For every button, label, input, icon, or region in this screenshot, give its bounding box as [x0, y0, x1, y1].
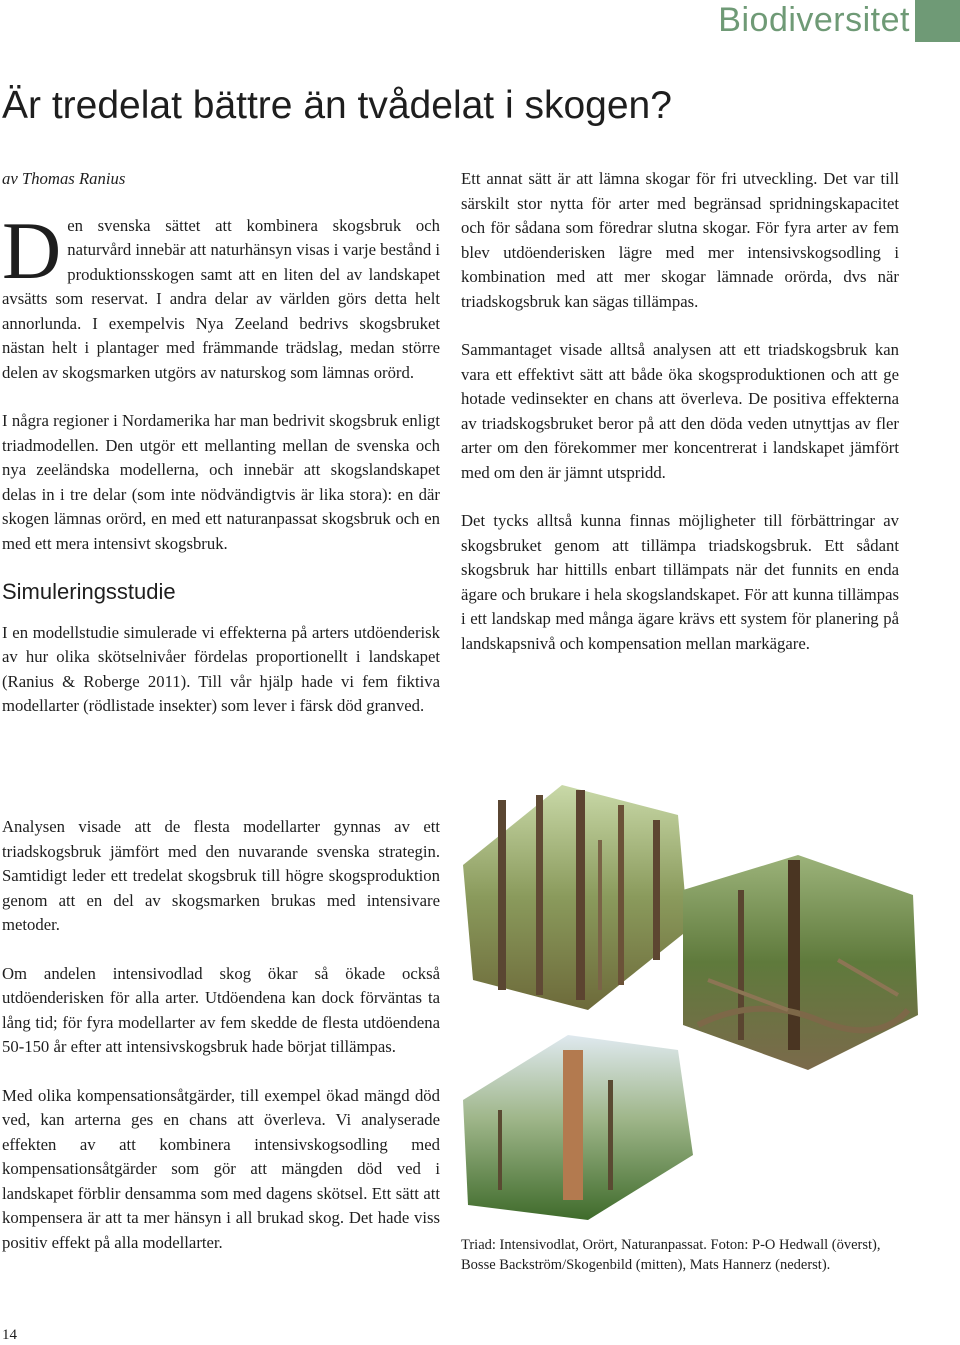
paragraph: I en modellstudie simulerade vi effekterna på arters utdöenderisk av hur olika skötselnivåer fördelas proportionellt i landskapet (Ranius & Roberge 2011). Till vår hjälp hade vi fem fiktiva modellarter (rödlistade insekter) som lever i färsk död granved. [2, 622, 440, 715]
byline: av Thomas Ranius [2, 169, 126, 188]
left-column [2, 167, 440, 743]
photo-intensive-forest [463, 785, 688, 1010]
photo-caption: Triad: Intensivodlat, Orört, Naturanpassat. Foton: P-O Hedwall (överst), Bosse Backström/Skogenbild (mitten), Mats Hannerz (nederst). [461, 1237, 881, 1273]
paragraph: Med olika kompensationsåtgärder, till exempel ökad mängd död ved, kan arterna ges en chans att överleva. Vi analyserade effekten av att kombinera intensivskogsodling med kompensationsåtgärder som gör att mängden död ved i landskapet förblir densamma som med dagens skötsel. Ett sätt att kompensera är att ta mer hänsyn i all brukad skog. Det hade viss positiv effekt på alla modellarter. [2, 1085, 440, 1252]
lead-paragraph [2, 204, 440, 386]
drop-cap: D [2, 204, 62, 296]
photo-nature-adapted-forest [463, 1035, 693, 1220]
subheading: Simuleringsstudie [2, 579, 176, 604]
paragraph: Ett annat sätt är att lämna skogar för fri utveckling. Det var till särskilt stor nytta för arter med begränsad spridningskapacitet och för sådana som föredrar slutna skogar. För fyra arter av fem blev utdöenderisken lägre med mer intensivskogsodling i kombination med att mer skogar lämnade orörda, dvs när triadskogsbruk kan sägas tillämpas. [461, 169, 899, 311]
paragraph: Det tycks alltså kunna finnas möjligheter till förbättringar av skogsbruket genom att tillämpa triadskogsbruk. Ett sådant skogsbruk har hittills enbart tillämpats när det funnits en enda ägare och brukare i hela skogslandskapet. För att kunna tillämpas i ett landskap med många ägare krävs ett system för planering på landskapsnivå och kompensation mellan markägare. [461, 511, 899, 653]
paragraph: Om andelen intensivodlad skog ökar så ökade också utdöenderisken för alla arter. Utdöendena kan dock förväntas ta lång tid; för fyra modellarter av fem skedde de flesta utdöendena 50-150 år efter att intensivskogsbruk hade börjat tillämpas. [2, 963, 440, 1056]
section-label: Biodiversitet [718, 1, 910, 39]
paragraph: Analysen visade att de flesta modellarter gynnas av ett triadskogsbruk jämfört med den nuvarande svenska strategin. Samtidigt leder ett tredelat skogsbruk till högre skogsproduktion genom att en del av skogsmarken brukas med intensivare metoder. [2, 817, 440, 934]
photo-untouched-forest [683, 855, 918, 1070]
hexagon-photo-group [458, 780, 948, 1220]
paragraph: I några regioner i Nordamerika har man bedrivit skogsbruk enligt triadmodellen. Den utgör ett mellanting mellan de svenska och nya zeeländska modellerna, och innebär att skogslandskapet delas in i tre delar (som inte nödvändigtvis är lika stora): en där skogen lämnas orörd, en med ett naturanpassat skogsbruk och en med ett mera intensivt skogsbruk. [2, 411, 440, 553]
section-color-block [915, 0, 960, 42]
page-number: 14 [2, 1327, 17, 1343]
left-column-lower [2, 815, 440, 1279]
paragraph: Sammantaget visade alltså analysen att ett triadskogsbruk kan vara ett effektivt sätt att både öka skogsproduktionen och att ge hotade vedinsekter en chans att överleva. De positiva effekterna av triadskogsbruket beror på att den döda veden utnyttjas av fler arter om den förekommer mer koncentrerat i landskapet jämfört med om den är jämnt utspridd. [461, 340, 899, 482]
right-column [461, 167, 899, 680]
lead-text: en svenska sättet att kombinera skogsbruk och naturvård innebär att naturhänsyn visas i varje bestånd i produktionsskogen samt att en liten del av landskapet avsätts som reservat. I andra delar av världen görs detta helt annorlunda. I exempelvis Nya Zeeland bedrivs skogsbruket nästan helt i plantager med främmande trädslag, medan större delen av skogsmarken utgörs av naturskog som lämnas orörd. [2, 215, 440, 382]
article-title: Är tredelat bättre än tvådelat i skogen? [2, 84, 672, 127]
